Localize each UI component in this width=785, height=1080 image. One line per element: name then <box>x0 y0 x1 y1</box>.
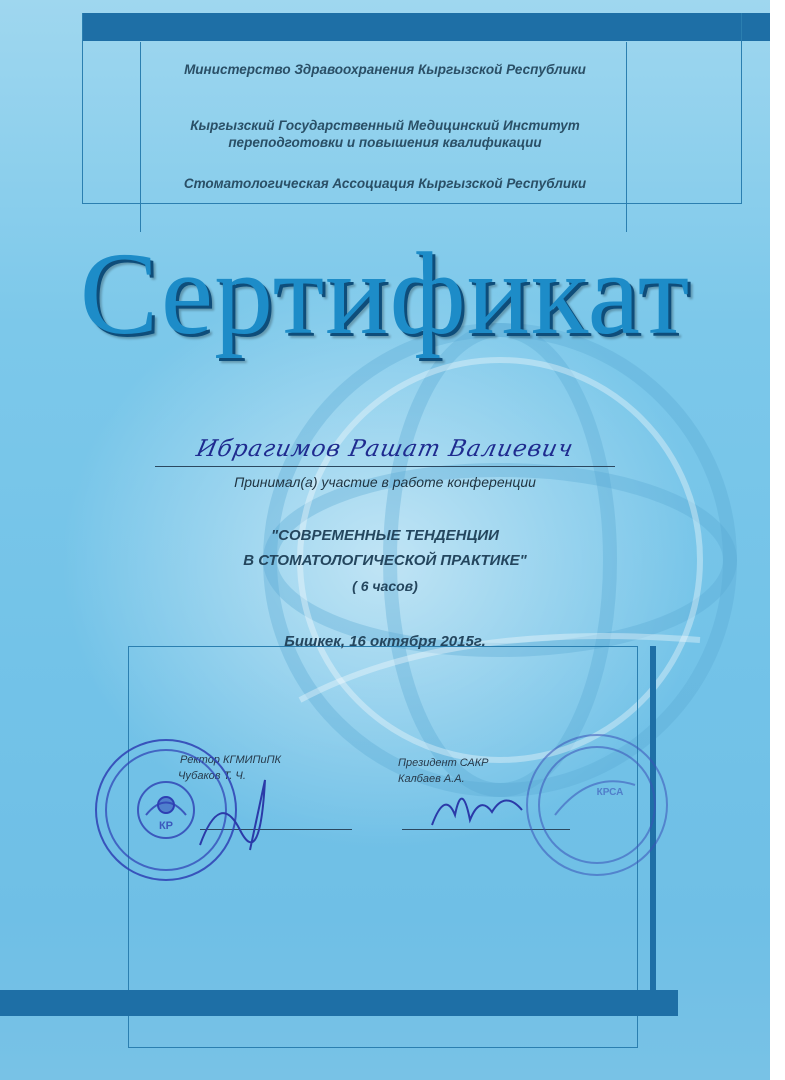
president-title: Президент САКР <box>398 757 489 769</box>
association-name: Стоматологическая Ассоциация Кыргызской Республики <box>183 176 587 191</box>
ministry-name: Министерство Здравоохранения Кыргызской Республики <box>184 62 586 77</box>
conference-title-line2: В СТОМАТОЛОГИЧЕСКОЙ ПРАКТИКЕ" <box>243 552 527 569</box>
recipient-name: Ибрагимов Рашат Валиевич <box>193 436 577 462</box>
place-date: Бишкек, 16 октября 2015г. <box>284 633 486 650</box>
rector-stamp <box>96 740 236 880</box>
president-name: Калбаев А.А. <box>398 773 465 785</box>
participation-text: Принимал(а) участие в работе конференции <box>234 474 536 490</box>
rector-name: Чубаков Т. Ч. <box>178 770 246 782</box>
president-signature <box>432 799 522 825</box>
rector-stamp-emblem: КР <box>158 820 174 832</box>
conference-title-line1: "СОВРЕМЕННЫЕ ТЕНДЕНЦИИ <box>271 527 499 544</box>
rector-title: Ректор КГМИПиПК <box>180 754 282 766</box>
institute-subtitle: переподготовки и повышения квалификации <box>228 135 542 150</box>
president-stamp-emblem: КРСА <box>596 787 624 798</box>
president-stamp <box>527 735 667 875</box>
certificate-title: Сертификат <box>79 228 691 359</box>
institute-name: Кыргызский Государственный Медицинский Институт <box>190 118 580 133</box>
conference-hours: ( 6 часов) <box>352 578 418 594</box>
